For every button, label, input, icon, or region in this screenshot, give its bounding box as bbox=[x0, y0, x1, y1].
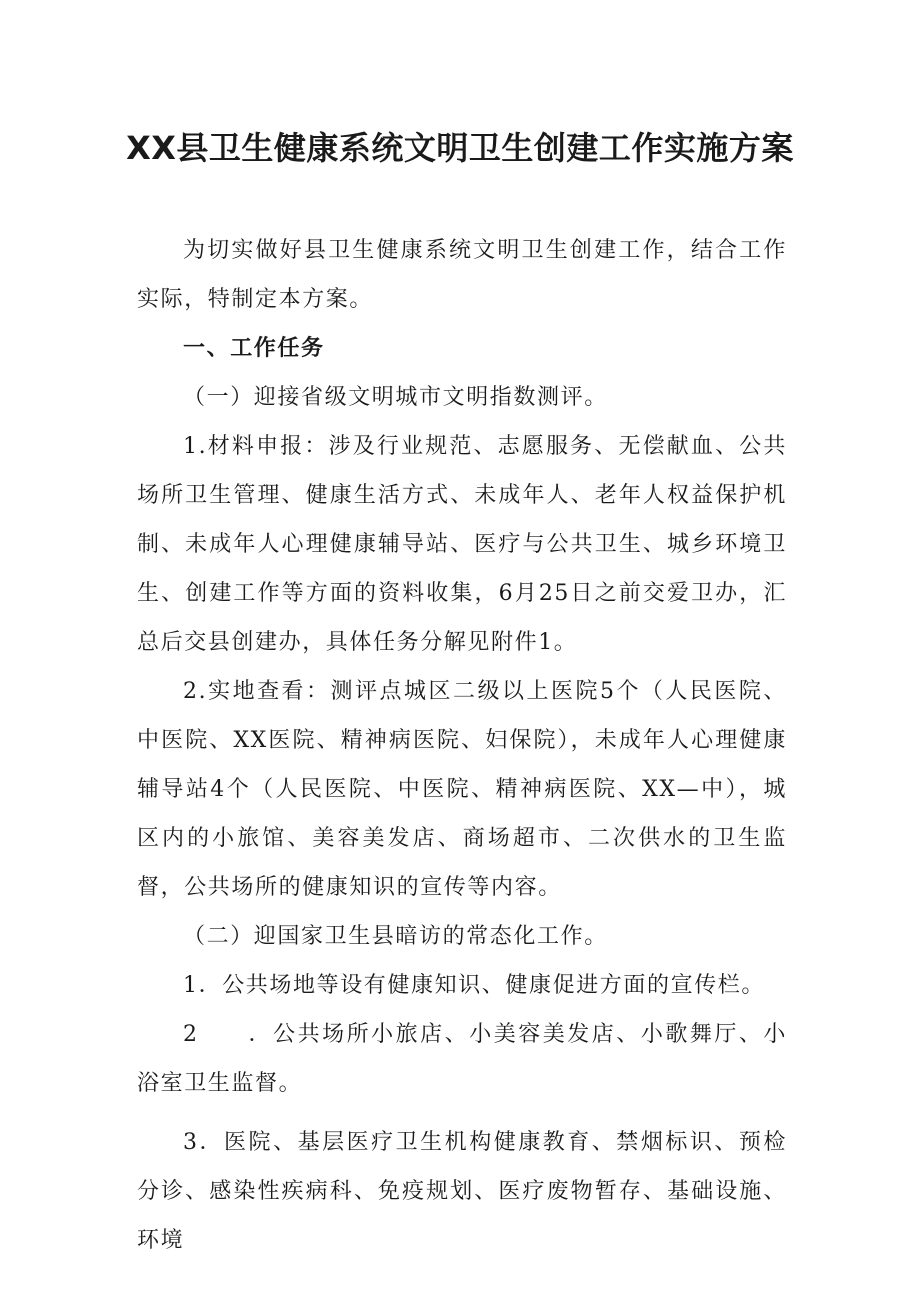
item-1-2-site-inspection: 2.实地查看：测评点城区二级以上医院5个（人民医院、中医院、XX医院、精神病医院、妇保院），未成年人心理健康辅导站4个（人民医院、中医院、精神病医院、XX—中），城区内的小旅馆、美容美发店、商场超市、二次供水的卫生监督，公共场所的健康知识的宣传等内容。 bbox=[137, 679, 787, 900]
subsection-heading-1: （一）迎接省级文明城市文明指数测评。 bbox=[183, 385, 608, 410]
document-body bbox=[137, 226, 787, 1265]
item-2-1-bulletin-boards: 1．公共场地等设有健康知识、健康促进方面的宣传栏。 bbox=[183, 973, 765, 998]
document-title: XX县卫生健康系统文明卫生创建工作实施方案 bbox=[126, 129, 794, 167]
section-heading-work-tasks: 一、工作任务 bbox=[183, 336, 325, 361]
item-2-3-medical-institutions: 3．医院、基层医疗卫生机构健康教育、禁烟标识、预检分诊、感染性疾病科、免疫规划、医疗废物暂存、基础设施、环境 bbox=[137, 1130, 787, 1253]
intro-paragraph: 为切实做好县卫生健康系统文明卫生创建工作，结合工作实际，特制定本方案。 bbox=[137, 238, 787, 312]
item-2-2-public-venues: 2 ．公共场所小旅店、小美容美发店、小歌舞厅、小浴室卫生监督。 bbox=[137, 1022, 787, 1096]
item-1-1-materials: 1.材料申报：涉及行业规范、志愿服务、无偿献血、公共场所卫生管理、健康生活方式、未成年人、老年人权益保护机制、未成年人心理健康辅导站、医疗与公共卫生、城乡环境卫生、创建工作等方面的资料收集，6月25日之前交爱卫办，汇总后交县创建办，具体任务分解见附件1。 bbox=[137, 434, 787, 655]
subsection-heading-2: （二）迎国家卫生县暗访的常态化工作。 bbox=[183, 924, 608, 949]
